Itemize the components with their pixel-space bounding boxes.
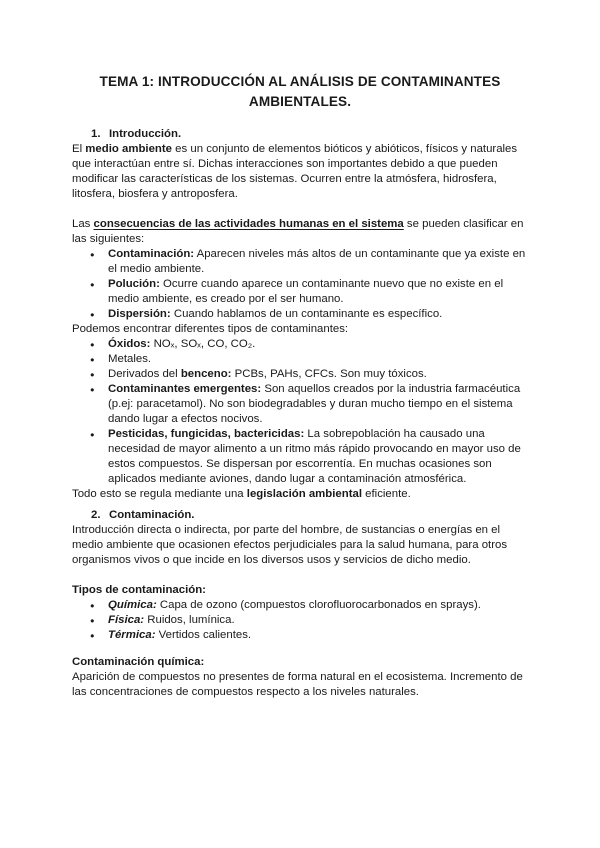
chemical-contamination-block <box>72 655 530 700</box>
section-2-body <box>72 523 530 568</box>
list-item: ● Térmica: Vertidos calientes. <box>72 628 530 643</box>
list-item: ● Polución: Ocurre cuando aparece un contaminante nuevo que no existe en el medio ambiente, es creado por el ser humano. <box>72 277 530 307</box>
regulation-paragraph: Todo esto se regula mediante una legislación ambiental eficiente. <box>72 488 411 500</box>
list-item: ● Metales. <box>72 352 530 367</box>
list-item: ● Dispersión: Cuando hablamos de un contaminante es específico. <box>72 307 530 322</box>
document-title: TEMA 1: INTRODUCCIÓN AL ANÁLISIS DE CONTAMINANTES AMBIENTALES. <box>99 74 501 109</box>
consequences-intro: Las consecuencias de las actividades humanas en el sistema se pueden clasificar en las siguientes: <box>72 218 524 245</box>
section-1-heading <box>91 127 181 142</box>
list-item: ● Derivados del benceno: PCBs, PAHs, CFCs. Son muy tóxicos. <box>72 367 530 382</box>
contamination-types-heading: Tipos de contaminación: <box>72 584 206 596</box>
section-2-heading <box>91 508 194 523</box>
list-item: ● Contaminación: Aparecen niveles más altos de un contaminante que ya existe en el medio ambiente. <box>72 247 530 277</box>
contamination-types-block <box>72 583 530 643</box>
consequences-list <box>72 247 530 322</box>
section-1-number: 1. <box>91 128 101 140</box>
consequences-block <box>72 217 530 502</box>
contaminant-types-list <box>72 337 530 487</box>
list-item: ● Contaminantes emergentes: Son aquellos creados por la industria farmacéutica (p.ej: paracetamol). No son biodegradables y duran mucho tiempo en el sistema dando lugar a efectos nocivos. <box>72 382 530 427</box>
list-item: ● Química: Capa de ozono (compuestos clorofluorocarbonados en sprays). <box>72 598 530 613</box>
contamination-definition: Introducción directa o indirecta, por parte del hombre, de sustancias o energías en el medio ambiente que ocasionen efectos perjudiciales para la salud humana, para otros organismos vivos o que incide en los diversos usos y servicios de dicho medio. <box>72 524 508 566</box>
contaminant-types-intro: Podemos encontrar diferentes tipos de contaminantes: <box>72 323 349 335</box>
list-item: ● Pesticidas, fungicidas, bactericidas: La sobrepoblación ha causado una necesidad de mayor alimento a un ritmo más rápido provocando en mayor uso de estos compuestos. Se dispersan por escorrentía. En muchas ocasiones son aplicados mediante aviones, dando lugar a contaminación atmosférica. <box>72 427 530 487</box>
section-1-title: Introducción. <box>109 128 182 140</box>
chemical-contamination-text: Aparición de compuestos no presentes de forma natural en el ecosistema. Incremento de las concentraciones de compuestos respecto a los niveles naturales. <box>72 671 523 698</box>
list-item: ● Física: Ruidos, lumínica. <box>72 613 530 628</box>
chemical-contamination-heading: Contaminación química: <box>72 656 205 668</box>
section-2-number: 2. <box>91 509 101 521</box>
medio-ambiente-paragraph: El medio ambiente es un conjunto de elementos bióticos y abióticos, físicos y naturales que interactúan entre sí. Dichas interacciones son importantes debido a que pueden modificar las características de los sistemas. Ocurren entre la atmósfera, hidrosfera, litosfera, biosfera y antroposfera. <box>72 143 518 200</box>
section-2-title: Contaminación. <box>109 509 195 521</box>
list-item: ● Óxidos: NOₓ, SOₓ, CO, CO₂. <box>72 337 530 352</box>
section-1-body <box>72 142 530 202</box>
contamination-types-list <box>72 598 530 643</box>
